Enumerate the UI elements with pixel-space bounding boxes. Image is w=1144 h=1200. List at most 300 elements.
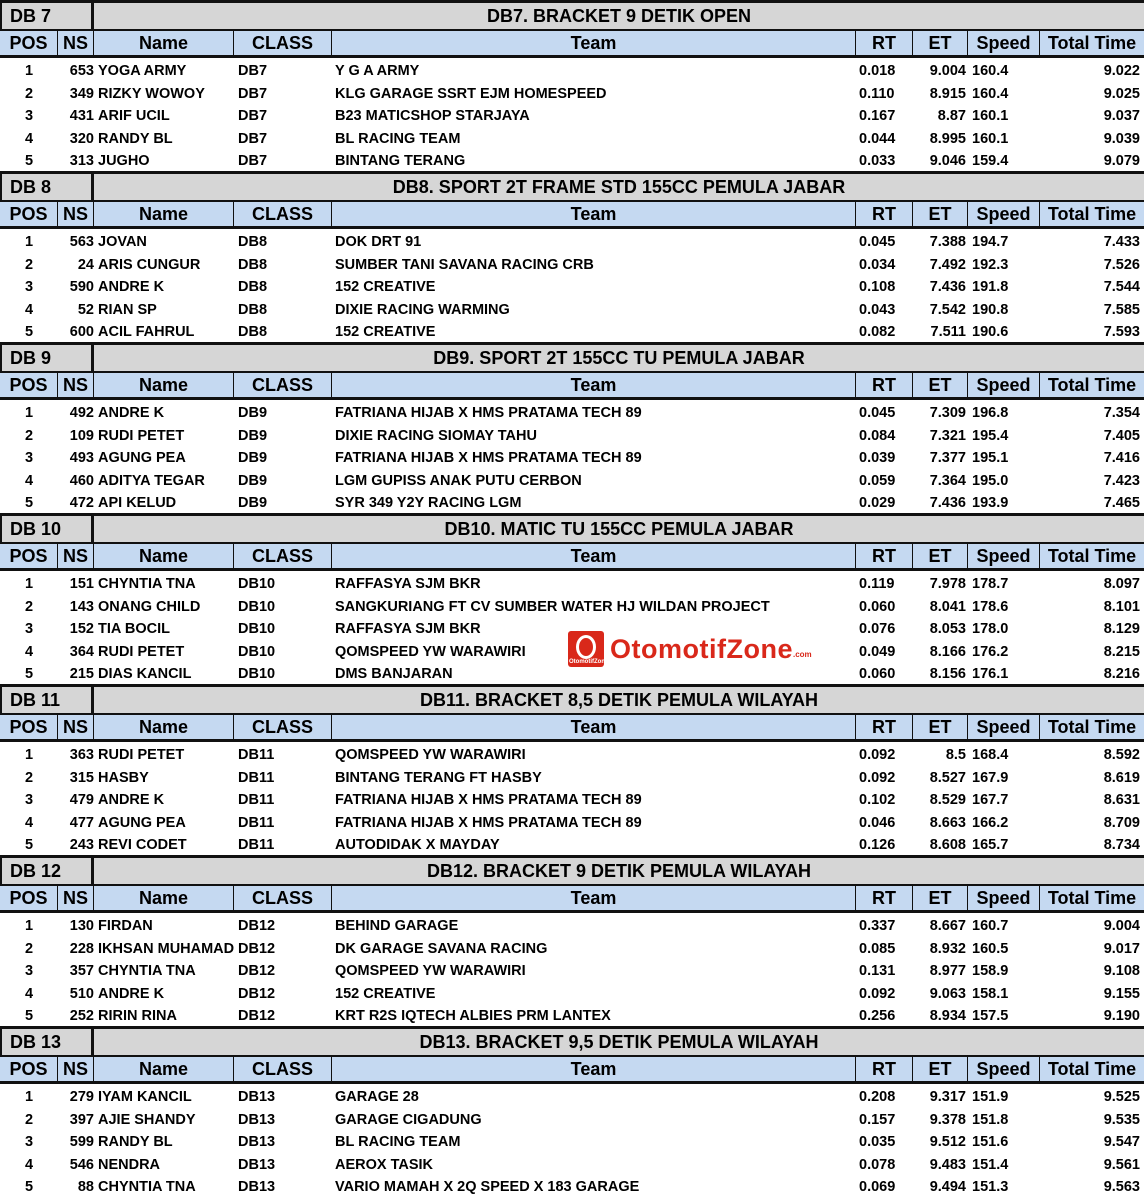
column-header-rt: RT [856, 31, 913, 55]
table-row [0, 254, 1144, 277]
cell-total: 8.101 [1103, 598, 1140, 615]
column-header-speed: Speed [968, 373, 1040, 397]
cell-ns: 477 [69, 814, 94, 831]
cell-class: DB8 [238, 279, 268, 296]
cell-speed: 178.0 [972, 621, 1009, 638]
section-header [0, 855, 1144, 884]
class-title: DB7. BRACKET 9 DETIK OPEN [94, 0, 1144, 29]
cell-pos: 5 [24, 1008, 34, 1025]
cell-ns: 313 [69, 153, 94, 170]
cell-name: NENDRA [98, 1156, 161, 1173]
table-row [0, 492, 1144, 515]
cell-rt: 0.035 [859, 1134, 896, 1151]
cell-class: DB9 [238, 472, 268, 489]
cell-name: AJIE SHANDY [98, 1111, 196, 1128]
cell-name: ANDRE K [98, 792, 165, 809]
cell-class: DB11 [238, 792, 275, 809]
results-section [0, 342, 1144, 513]
column-header-total: Total Time [1047, 375, 1137, 395]
table-row [0, 812, 1144, 835]
cell-total: 7.405 [1103, 427, 1140, 444]
cell-name: RUDI PETET [98, 747, 185, 763]
cell-pos: 1 [24, 576, 34, 592]
cell-speed: 168.4 [972, 747, 1009, 763]
table-row [0, 321, 1144, 344]
cell-pos: 4 [24, 472, 34, 489]
table-row [0, 596, 1144, 619]
cell-total: 9.547 [1103, 1134, 1140, 1151]
cell-name: AGUNG PEA [98, 450, 186, 467]
cell-ns: 243 [69, 837, 94, 854]
cell-ns: 109 [69, 427, 94, 444]
cell-pos: 5 [24, 837, 34, 854]
cell-class: DB13 [238, 1179, 276, 1196]
cell-et: 8.87 [937, 108, 966, 125]
cell-team: RAFFASYA SJM BKR [335, 576, 481, 592]
watermark-brand: OtomotifZone [610, 633, 793, 664]
cell-class: DB13 [238, 1111, 276, 1128]
cell-rt: 0.045 [859, 234, 896, 250]
cell-et: 7.978 [929, 576, 966, 592]
cell-team: QOMSPEED YW WARAWIRI [335, 747, 526, 763]
column-header-pos: POS [0, 1057, 58, 1081]
cell-pos: 2 [24, 598, 34, 615]
column-header-speed: Speed [968, 202, 1040, 226]
cell-team: BL RACING TEAM [335, 130, 461, 147]
cell-ns: 431 [69, 108, 94, 125]
column-header-ns: NS [58, 31, 94, 55]
cell-ns: 563 [69, 234, 94, 250]
column-header-speed: Speed [968, 715, 1040, 739]
cell-ns: 546 [69, 1156, 94, 1173]
class-code: DB 7 [0, 0, 94, 29]
class-code: DB 11 [0, 684, 94, 713]
column-header-name: Name [94, 1057, 234, 1081]
cell-name: TIA BOCIL [98, 621, 170, 638]
cell-ns: 130 [69, 918, 94, 934]
cell-et: 8.166 [929, 643, 966, 660]
cell-class: DB11 [238, 814, 275, 831]
cell-team: 152 CREATIVE [335, 985, 436, 1002]
column-header-team: Team [332, 544, 856, 568]
column-header-row [0, 542, 1144, 571]
cell-speed: 176.1 [972, 666, 1009, 683]
column-header-name: Name [94, 886, 234, 910]
cell-team: SYR 349 Y2Y RACING LGM [335, 495, 522, 512]
cell-total: 7.465 [1103, 495, 1140, 512]
cell-team: SUMBER TANI SAVANA RACING CRB [335, 256, 594, 273]
cell-pos: 2 [24, 256, 34, 273]
cell-ns: 599 [69, 1134, 94, 1151]
column-header-total: Total Time [1047, 888, 1137, 908]
cell-team: DMS BANJARAN [335, 666, 453, 683]
cell-et: 7.436 [929, 279, 966, 296]
cell-team: BEHIND GARAGE [335, 918, 459, 934]
column-header-row [0, 200, 1144, 229]
cell-name: ACIL FAHRUL [98, 324, 195, 341]
cell-class: DB11 [238, 769, 275, 786]
column-header-class: CLASS [234, 544, 332, 568]
cell-pos: 2 [24, 427, 34, 444]
table-row [0, 83, 1144, 106]
cell-speed: 195.1 [972, 450, 1009, 467]
class-title: DB13. BRACKET 9,5 DETIK PEMULA WILAYAH [94, 1026, 1144, 1055]
cell-total: 7.544 [1103, 279, 1140, 296]
cell-class: DB13 [238, 1156, 276, 1173]
cell-rt: 0.078 [859, 1156, 896, 1173]
table-row [0, 573, 1144, 596]
table-row [0, 789, 1144, 812]
cell-et: 8.156 [929, 666, 966, 683]
cell-speed: 193.9 [972, 495, 1009, 512]
cell-et: 7.492 [929, 256, 966, 273]
cell-ns: 397 [69, 1111, 94, 1128]
cell-team: QOMSPEED YW WARAWIRI [335, 643, 526, 660]
cell-speed: 167.7 [972, 792, 1009, 809]
column-header-speed: Speed [968, 886, 1040, 910]
cell-class: DB13 [238, 1089, 276, 1105]
cell-class: DB10 [238, 576, 276, 592]
column-header-et: ET [913, 544, 968, 568]
cell-pos: 5 [24, 324, 34, 341]
column-header-pos: POS [0, 715, 58, 739]
cell-et: 8.995 [929, 130, 966, 147]
column-header-name: Name [94, 715, 234, 739]
cell-rt: 0.034 [859, 256, 896, 273]
cell-name: ANDRE K [98, 279, 165, 296]
cell-class: DB10 [238, 621, 276, 638]
cell-name: REVI CODET [98, 837, 187, 854]
table-row [0, 1176, 1144, 1199]
cell-speed: 178.7 [972, 576, 1009, 592]
table-row [0, 938, 1144, 961]
cell-team: RAFFASYA SJM BKR [335, 621, 481, 638]
cell-et: 8.934 [929, 1008, 966, 1025]
column-header-total: Total Time [1047, 717, 1137, 737]
cell-pos: 4 [24, 130, 34, 147]
cell-et: 9.378 [929, 1111, 966, 1128]
cell-team: DOK DRT 91 [335, 234, 422, 250]
cell-class: DB12 [238, 940, 276, 957]
cell-rt: 0.085 [859, 940, 896, 957]
column-header-ns: NS [58, 373, 94, 397]
cell-name: DIAS KANCIL [98, 666, 192, 683]
results-section [0, 1026, 1144, 1197]
cell-total: 9.017 [1103, 940, 1140, 957]
cell-team: Y G A ARMY [335, 63, 420, 79]
cell-speed: 160.4 [972, 85, 1009, 102]
cell-rt: 0.126 [859, 837, 896, 854]
cell-class: DB8 [238, 256, 268, 273]
cell-rt: 0.337 [859, 918, 896, 934]
cell-speed: 160.4 [972, 63, 1009, 79]
column-header-class: CLASS [234, 886, 332, 910]
cell-total: 9.190 [1103, 1008, 1140, 1025]
cell-rt: 0.082 [859, 324, 896, 341]
cell-ns: 24 [77, 256, 94, 273]
class-code: DB 12 [0, 855, 94, 884]
cell-class: DB9 [238, 405, 268, 421]
column-header-total: Total Time [1047, 1059, 1137, 1079]
class-title: DB9. SPORT 2T 155CC TU PEMULA JABAR [94, 342, 1144, 371]
cell-name: CHYNTIA TNA [98, 576, 196, 592]
column-header-pos: POS [0, 544, 58, 568]
cell-total: 8.619 [1103, 769, 1140, 786]
column-header-et: ET [913, 202, 968, 226]
cell-rt: 0.084 [859, 427, 896, 444]
cell-speed: 191.8 [972, 279, 1009, 296]
cell-total: 7.593 [1103, 324, 1140, 341]
cell-ns: 590 [69, 279, 94, 296]
cell-rt: 0.018 [859, 63, 896, 79]
cell-name: JUGHO [98, 153, 150, 170]
cell-et: 7.364 [929, 472, 966, 489]
column-header-rt: RT [856, 715, 913, 739]
cell-et: 8.041 [929, 598, 966, 615]
cell-team: GARAGE CIGADUNG [335, 1111, 482, 1128]
column-header-et: ET [913, 1057, 968, 1081]
table-row [0, 425, 1144, 448]
column-header-pos: POS [0, 202, 58, 226]
cell-rt: 0.108 [859, 279, 896, 296]
column-header-rt: RT [856, 1057, 913, 1081]
cell-rt: 0.043 [859, 301, 896, 318]
watermark-domain: .com [792, 650, 812, 659]
class-title: DB8. SPORT 2T FRAME STD 155CC PEMULA JABAR [94, 171, 1144, 200]
cell-team: LGM GUPISS ANAK PUTU CERBON [335, 472, 582, 489]
cell-rt: 0.069 [859, 1179, 896, 1196]
cell-pos: 4 [24, 301, 34, 318]
column-header-speed: Speed [968, 1057, 1040, 1081]
cell-speed: 158.9 [972, 963, 1009, 980]
cell-team: GARAGE 28 [335, 1089, 419, 1105]
cell-rt: 0.076 [859, 621, 896, 638]
cell-et: 8.932 [929, 940, 966, 957]
cell-team: FATRIANA HIJAB X HMS PRATAMA TECH 89 [335, 792, 642, 809]
column-header-team: Team [332, 202, 856, 226]
cell-class: DB9 [238, 427, 268, 444]
cell-class: DB8 [238, 301, 268, 318]
cell-pos: 2 [24, 769, 34, 786]
cell-class: DB8 [238, 234, 268, 250]
cell-total: 9.039 [1103, 130, 1140, 147]
cell-total: 7.354 [1103, 405, 1140, 421]
logo-caption: OtomotifZone [569, 659, 609, 665]
cell-total: 7.423 [1103, 472, 1140, 489]
column-header-class: CLASS [234, 31, 332, 55]
cell-speed: 194.7 [972, 234, 1009, 250]
cell-total: 9.079 [1103, 153, 1140, 170]
cell-class: DB7 [238, 85, 268, 102]
cell-speed: 151.6 [972, 1134, 1009, 1151]
column-header-speed: Speed [968, 544, 1040, 568]
cell-speed: 160.1 [972, 130, 1009, 147]
table-row [0, 447, 1144, 470]
cell-name: HASBY [98, 769, 149, 786]
table-row [0, 1131, 1144, 1154]
cell-pos: 5 [24, 666, 34, 683]
cell-pos: 3 [24, 963, 34, 980]
cell-et: 7.436 [929, 495, 966, 512]
cell-rt: 0.039 [859, 450, 896, 467]
cell-et: 8.527 [929, 769, 966, 786]
cell-team: AEROX TASIK [335, 1156, 434, 1173]
cell-et: 7.511 [930, 324, 966, 341]
cell-pos: 1 [24, 234, 34, 250]
cell-total: 9.004 [1103, 918, 1140, 934]
cell-speed: 158.1 [972, 985, 1009, 1002]
cell-et: 7.309 [929, 405, 966, 421]
cell-pos: 1 [24, 1089, 34, 1105]
table-row [0, 150, 1144, 173]
cell-speed: 178.6 [972, 598, 1009, 615]
cell-rt: 0.044 [859, 130, 896, 147]
cell-speed: 192.3 [972, 256, 1009, 273]
cell-name: ANDRE K [98, 985, 165, 1002]
column-header-et: ET [913, 373, 968, 397]
cell-name: FIRDAN [98, 918, 153, 934]
section-header [0, 342, 1144, 371]
cell-name: CHYNTIA TNA [98, 963, 196, 980]
column-header-team: Team [332, 31, 856, 55]
column-header-class: CLASS [234, 715, 332, 739]
class-title: DB12. BRACKET 9 DETIK PEMULA WILAYAH [94, 855, 1144, 884]
cell-class: DB7 [238, 130, 268, 147]
cell-team: QOMSPEED YW WARAWIRI [335, 963, 526, 980]
cell-ns: 279 [69, 1089, 94, 1105]
column-header-total: Total Time [1047, 204, 1137, 224]
cell-pos: 4 [24, 1156, 34, 1173]
column-header-rt: RT [856, 886, 913, 910]
cell-speed: 196.8 [972, 405, 1009, 421]
cell-total: 9.563 [1103, 1179, 1140, 1196]
column-header-pos: POS [0, 31, 58, 55]
column-header-et: ET [913, 886, 968, 910]
cell-team: 152 CREATIVE [335, 324, 436, 341]
cell-name: ANDRE K [98, 405, 165, 421]
cell-ns: 357 [69, 963, 94, 980]
cell-et: 8.915 [929, 85, 966, 102]
column-header-team: Team [332, 715, 856, 739]
cell-name: CHYNTIA TNA [98, 1179, 196, 1196]
cell-ns: 228 [69, 940, 94, 957]
cell-et: 7.321 [929, 427, 966, 444]
cell-et: 9.004 [929, 63, 966, 79]
cell-total: 9.525 [1103, 1089, 1140, 1105]
cell-speed: 151.8 [972, 1111, 1009, 1128]
table-row [0, 744, 1144, 767]
cell-team: DIXIE RACING SIOMAY TAHU [335, 427, 537, 444]
table-row [0, 1154, 1144, 1177]
section-header [0, 0, 1144, 29]
cell-rt: 0.102 [859, 792, 896, 809]
cell-et: 8.053 [929, 621, 966, 638]
cell-ns: 653 [69, 63, 94, 79]
column-header-row [0, 713, 1144, 742]
cell-class: DB10 [238, 598, 276, 615]
results-section [0, 0, 1144, 171]
cell-name: ARIF UCIL [98, 108, 170, 125]
cell-ns: 493 [69, 450, 94, 467]
cell-rt: 0.049 [859, 643, 896, 660]
cell-pos: 2 [24, 940, 34, 957]
cell-name: ADITYA TEGAR [98, 472, 205, 489]
cell-team: 152 CREATIVE [335, 279, 436, 296]
column-header-rt: RT [856, 202, 913, 226]
cell-pos: 3 [24, 450, 34, 467]
cell-speed: 165.7 [972, 837, 1009, 854]
cell-rt: 0.029 [859, 495, 896, 512]
cell-rt: 0.119 [859, 576, 895, 592]
column-header-pos: POS [0, 886, 58, 910]
cell-speed: 190.8 [972, 301, 1009, 318]
cell-total: 9.108 [1103, 963, 1140, 980]
cell-rt: 0.092 [859, 747, 896, 763]
cell-team: BINTANG TERANG [335, 153, 466, 170]
cell-pos: 4 [24, 985, 34, 1002]
section-header [0, 684, 1144, 713]
cell-team: FATRIANA HIJAB X HMS PRATAMA TECH 89 [335, 814, 642, 831]
cell-team: FATRIANA HIJAB X HMS PRATAMA TECH 89 [335, 450, 642, 467]
column-header-total: Total Time [1047, 546, 1137, 566]
table-row [0, 128, 1144, 151]
results-section [0, 855, 1144, 1026]
cell-class: DB12 [238, 985, 276, 1002]
cell-pos: 5 [24, 153, 34, 170]
column-header-row [0, 371, 1144, 400]
section-header [0, 513, 1144, 542]
cell-total: 9.025 [1103, 85, 1140, 102]
cell-total: 9.037 [1103, 108, 1140, 125]
cell-name: API KELUD [98, 495, 177, 512]
cell-class: DB9 [238, 495, 268, 512]
column-header-speed: Speed [968, 31, 1040, 55]
cell-name: ARIS CUNGUR [98, 256, 201, 273]
cell-speed: 195.4 [972, 427, 1009, 444]
column-header-class: CLASS [234, 202, 332, 226]
cell-name: IYAM KANCIL [98, 1089, 192, 1105]
cell-rt: 0.033 [859, 153, 896, 170]
column-header-class: CLASS [234, 1057, 332, 1081]
cell-ns: 88 [77, 1179, 94, 1196]
cell-class: DB12 [238, 918, 276, 934]
results-section [0, 684, 1144, 855]
cell-ns: 349 [69, 85, 94, 102]
cell-team: DIXIE RACING WARMING [335, 301, 510, 318]
cell-team: KLG GARAGE SSRT EJM HOMESPEED [335, 85, 607, 102]
cell-total: 8.592 [1103, 747, 1140, 763]
cell-pos: 1 [24, 747, 34, 763]
cell-team: B23 MATICSHOP STARJAYA [335, 108, 530, 125]
table-row [0, 960, 1144, 983]
cell-pos: 1 [24, 63, 34, 79]
cell-rt: 0.167 [859, 108, 896, 125]
cell-ns: 252 [69, 1008, 94, 1025]
cell-class: DB12 [238, 963, 276, 980]
cell-speed: 159.4 [972, 153, 1009, 170]
cell-team: FATRIANA HIJAB X HMS PRATAMA TECH 89 [335, 405, 642, 421]
cell-ns: 363 [69, 747, 94, 763]
cell-name: JOVAN [98, 234, 147, 250]
cell-class: DB9 [238, 450, 268, 467]
cell-ns: 510 [69, 985, 94, 1002]
cell-team: BINTANG TERANG FT HASBY [335, 769, 542, 786]
column-header-name: Name [94, 202, 234, 226]
cell-et: 9.494 [929, 1179, 966, 1196]
cell-name: ONANG CHILD [98, 598, 201, 615]
column-header-name: Name [94, 544, 234, 568]
cell-rt: 0.092 [859, 769, 896, 786]
